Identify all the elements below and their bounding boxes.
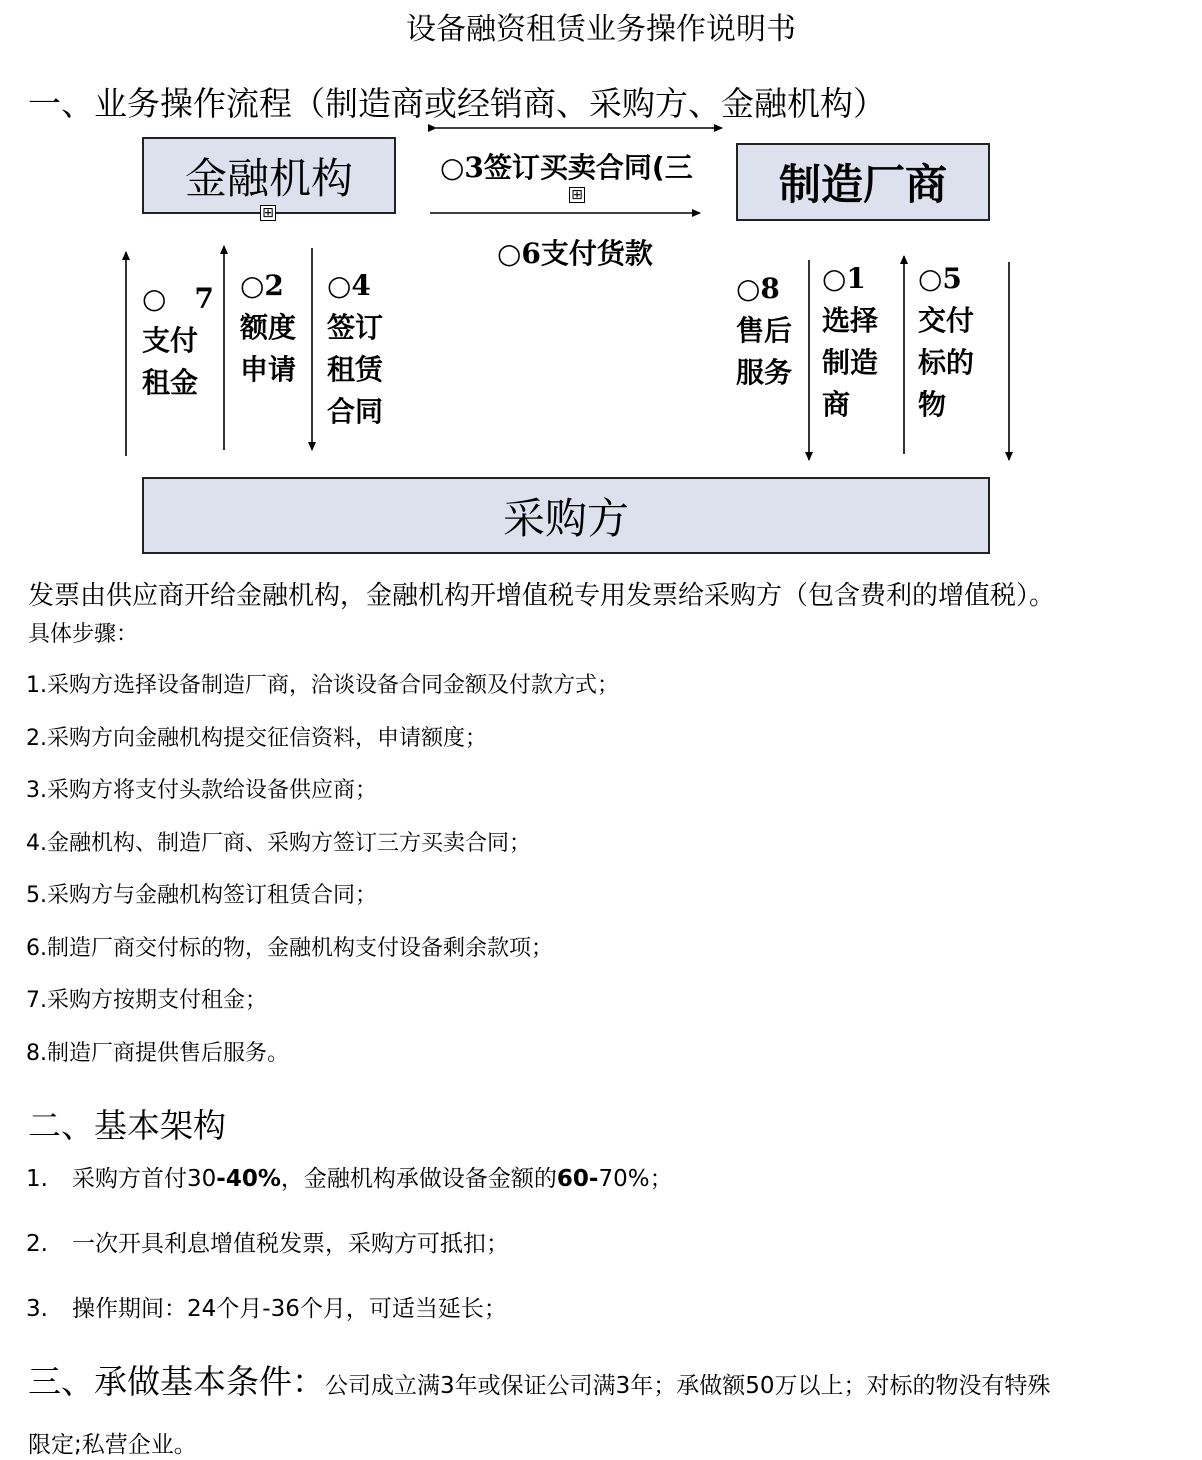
finance-box-label: 金融机构 xyxy=(184,153,353,203)
step-item: 8.制造厂商提供售后服务。 xyxy=(26,1041,289,1066)
step-item: 1.采购方选择设备制造厂商，洽谈设备合同金额及付款方式； xyxy=(26,673,619,698)
expand-icon[interactable]: ⊞ xyxy=(260,205,276,221)
step-item: 4.金融机构、制造厂商、采购方签订三方买卖合同； xyxy=(26,831,531,856)
list-number: 3. xyxy=(26,1296,48,1322)
edge5-text: 交付 标的 物 xyxy=(918,304,975,421)
expand-icon[interactable]: ⊞ xyxy=(569,187,585,203)
edge8-label xyxy=(736,268,792,394)
section2-list-item: 1. 采购方首付30-40%，金融机构承做设备金额的60-70%； xyxy=(26,1166,673,1192)
step-item: 3.采购方将支付头款给设备供应商； xyxy=(26,778,377,803)
edge7-label xyxy=(142,278,214,404)
edge8-number: ○8 xyxy=(736,272,780,305)
edge1-text: 选择 制造 商 xyxy=(822,304,879,421)
list-number: 1. xyxy=(26,1166,48,1192)
section3-heading: 三、承做基本条件： xyxy=(28,1362,325,1401)
edge6-label xyxy=(497,233,653,275)
manufacturer-box-label: 制造厂商 xyxy=(778,160,947,209)
section3-text: 公司成立满3年或保证公司满3年；承做额50万以上；对标的物没有特殊 xyxy=(325,1373,1051,1399)
edge1-label xyxy=(822,258,878,426)
buyer-box-label: 采购方 xyxy=(502,493,629,543)
section2-heading: 二、基本架构 xyxy=(28,1106,226,1145)
step-item: 7.采购方按期支付租金； xyxy=(26,988,267,1013)
section3-line2: 限定;私营企业。 xyxy=(28,1432,197,1458)
document-title: 设备融资租赁业务操作说明书 xyxy=(406,12,796,47)
edge3-text: 签订买卖合同(三 xyxy=(483,151,693,184)
edge5-number: ○5 xyxy=(918,262,962,295)
step-item: 5.采购方与金融机构签订租赁合同； xyxy=(26,883,377,908)
edge2-label xyxy=(240,265,296,391)
section2-list-item: 3. 操作期间：24个月-36个月，可适当延长； xyxy=(26,1296,507,1322)
section2-list-item: 2. 一次开具利息增值税发票，采购方可抵扣； xyxy=(26,1231,509,1257)
edge6-number: ○6 xyxy=(497,237,541,270)
step-item: 2.采购方向金融机构提交征信资料，申请额度； xyxy=(26,726,487,751)
edge5-label xyxy=(918,258,974,426)
edge4-label xyxy=(327,265,383,433)
steps-label: 具体步骤： xyxy=(28,622,139,647)
edge2-number: ○2 xyxy=(240,269,284,302)
edge4-number: ○4 xyxy=(327,269,371,302)
step-item: 6.制造厂商交付标的物，金融机构支付设备剩余款项； xyxy=(26,936,553,961)
edge3-number: ○3 xyxy=(440,151,484,184)
edge6-text: 支付货款 xyxy=(540,237,653,270)
finance-institution-box xyxy=(142,137,396,214)
edge3-label xyxy=(440,147,693,189)
edge4-text: 签订 租赁 合同 xyxy=(327,311,384,428)
edge8-text: 售后 服务 xyxy=(736,314,793,389)
manufacturer-box xyxy=(736,143,990,221)
edge2-text: 额度 申请 xyxy=(240,311,297,386)
list-number: 2. xyxy=(26,1231,48,1257)
edge7-number: ○ 7 xyxy=(142,282,214,315)
edge7-text: 支付 租金 xyxy=(142,324,199,399)
section1-heading: 一、业务操作流程（制造商或经销商、采购方、金融机构） xyxy=(28,84,886,123)
edge1-number: ○1 xyxy=(822,262,866,295)
section3-line1 xyxy=(28,1356,1051,1403)
invoice-note: 发票由供应商开给金融机构，金融机构开增值税专用发票给采购方（包含费利的增值税）。 xyxy=(28,581,1056,611)
buyer-box xyxy=(142,477,990,554)
